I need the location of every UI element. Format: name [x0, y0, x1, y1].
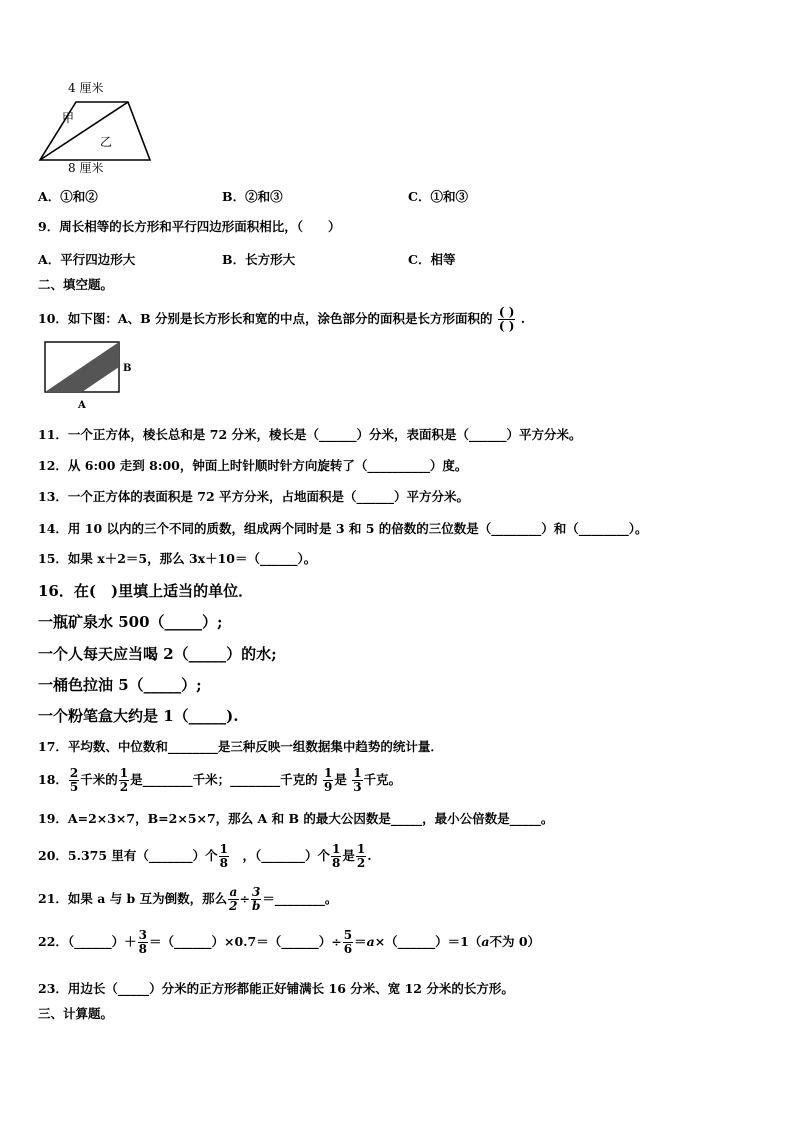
q18-f4-denominator: 3 — [353, 780, 362, 794]
q20-text-3: 是 — [342, 848, 355, 863]
q18-f3-denominator: 9 — [324, 780, 333, 794]
q21-fraction-2 — [251, 886, 261, 913]
q9-option-c[interactable]: C．相等 — [408, 252, 456, 267]
q22-text-3: ＝ — [354, 934, 367, 949]
q21-f2-numerator: 3 — [252, 885, 261, 899]
q14-text: 14．用 10 以内的三个不同的质数，组成两个同时是 3 和 5 的倍数的三位数是（________）和（________）。 — [38, 521, 648, 536]
q22-f1-numerator: 3 — [138, 928, 148, 942]
q22-variable-a-2: a — [481, 934, 490, 949]
q18-number: 18． — [38, 772, 68, 787]
q18-text-3: 是 — [334, 772, 347, 787]
q9-option-a[interactable]: A．平行四边形大 — [38, 252, 136, 267]
q18-f1-denominator: 5 — [69, 780, 79, 794]
q8-option-b[interactable]: B．②和③ — [222, 189, 283, 204]
q15-text: 15．如果 x＋2＝5，那么 3x＋10＝（______）。 — [38, 551, 317, 566]
q20-text-4: . — [367, 848, 372, 863]
q8-option-c[interactable]: C．①和③ — [408, 189, 468, 204]
q10-text — [38, 306, 525, 333]
q21-f1-denominator: 2 — [229, 899, 238, 913]
q22-variable-a: a — [366, 934, 375, 949]
q18-text-1: 千米的 — [80, 772, 118, 787]
q10-fraction-numerator[interactable]: ( ) — [498, 305, 515, 319]
q18-f1-numerator: 2 — [69, 766, 79, 780]
trapezoid-shape — [40, 102, 150, 160]
q18-f2-numerator: 1 — [119, 766, 129, 780]
q21-operator: ÷ — [239, 891, 250, 906]
q21-f1-numerator: a — [229, 885, 238, 899]
top-length-label: 4 厘米 — [68, 81, 104, 95]
region-yi-label: 乙 — [100, 135, 113, 149]
q18-text — [38, 767, 401, 794]
q22-text-1[interactable]: 22．（______）＋ — [38, 934, 137, 949]
q22-fraction-1 — [138, 929, 148, 956]
rectangle-figure — [40, 338, 140, 414]
q9-text: 9．周长相等的长方形和平行四边形面积相比，（ ） — [38, 219, 341, 234]
q18-fraction-1 — [69, 767, 79, 794]
section-2-heading: 二、填空题。 — [38, 277, 114, 292]
trapezoid-diagonal — [40, 102, 128, 160]
q22-f2-denominator: 6 — [343, 942, 353, 956]
q22-text-2[interactable]: ＝（______）×0.7＝（______）÷ — [149, 934, 342, 949]
bottom-length-label: 8 厘米 — [68, 161, 104, 175]
q21-text — [38, 886, 337, 913]
q20-fraction-1 — [219, 843, 229, 870]
q8-option-a[interactable]: A．①和② — [38, 189, 98, 204]
q18-text-4: 千克。 — [363, 772, 402, 787]
q21-text-2[interactable]: ＝________。 — [262, 891, 338, 906]
q11-text: 11．一个正方体，棱长总和是 72 分米，棱长是（______）分米，表面积是（______）平方分米。 — [38, 427, 582, 442]
q20-text-2[interactable]: ，（_______）个 — [242, 848, 331, 863]
q21-text-1: 21．如果 a 与 b 互为倒数，那么 — [38, 891, 228, 906]
region-jia-label: 甲 — [62, 111, 75, 125]
q10-end: . — [520, 311, 526, 326]
q22-fraction-2 — [343, 929, 353, 956]
q16-line-4: 一个粉笔盒大约是 1（_____). — [38, 707, 239, 725]
point-b-label: B — [123, 363, 132, 374]
q20-fraction-2 — [331, 843, 341, 870]
q20-text-1[interactable]: 20．5.375 里有（_______）个 — [38, 848, 218, 863]
q10-answer-fraction[interactable] — [498, 306, 516, 333]
q16-line-1: 一瓶矿泉水 500（_____）; — [38, 613, 223, 631]
q18-fraction-4 — [352, 767, 362, 794]
q23-text: 23．用边长（_____）分米的正方形都能正好铺满长 16 分米、宽 12 分米的长方形。 — [38, 981, 514, 996]
q18-f4-numerator: 1 — [353, 766, 362, 780]
q22-text-5: 不为 0） — [489, 934, 541, 949]
q16-line-2: 一个人每天应当喝 2（_____）的水; — [38, 645, 277, 663]
q20-f2-denominator: 8 — [332, 856, 341, 870]
q16-title: 16．在( )里填上适当的单位． — [38, 582, 254, 600]
q9-option-b[interactable]: B．长方形大 — [222, 252, 296, 267]
section-3-heading: 三、计算题。 — [38, 1006, 114, 1021]
q18-fraction-3 — [323, 767, 333, 794]
q20-f3-denominator: 2 — [356, 856, 366, 870]
q20-text — [38, 843, 372, 870]
q21-fraction-1 — [228, 886, 238, 913]
q18-text-2[interactable]: 是________千米；________千克的 — [130, 772, 318, 787]
q12-text: 12．从 6:00 走到 8:00，钟面上时针顺时针方向旋转了（__________）度。 — [38, 458, 468, 473]
trapezoid-figure — [34, 78, 164, 178]
q16-line-3: 一桶色拉油 5（_____）; — [38, 676, 202, 694]
q22-f1-denominator: 8 — [138, 942, 148, 956]
q18-f2-denominator: 2 — [119, 780, 129, 794]
q22-text-4[interactable]: ×（______）＝1（ — [374, 934, 482, 949]
q20-f3-numerator: 1 — [356, 842, 366, 856]
q20-f1-numerator: 1 — [219, 842, 228, 856]
q22-f2-numerator: 5 — [343, 928, 353, 942]
q20-fraction-3 — [356, 843, 366, 870]
q10-question: 10．如下图：A、B 分别是长方形长和宽的中点，涂色部分的面积是长方形面积的 — [38, 311, 493, 326]
q10-fraction-denominator[interactable]: ( ) — [498, 319, 515, 333]
point-a-label: A — [78, 400, 86, 411]
shaded-region — [45, 342, 119, 392]
q17-text: 17．平均数、中位数和________是三种反映一组数据集中趋势的统计量． — [38, 739, 443, 754]
q18-f3-numerator: 1 — [324, 766, 333, 780]
q22-text — [38, 929, 540, 956]
q21-f2-denominator: b — [252, 899, 261, 913]
q20-f1-denominator: 8 — [219, 856, 228, 870]
q20-f2-numerator: 1 — [332, 842, 341, 856]
q19-text: 19．A=2×3×7，B=2×5×7，那么 A 和 B 的最大公因数是_____，最小公倍数是_____。 — [38, 811, 554, 826]
q18-fraction-2 — [119, 767, 129, 794]
q13-text: 13．一个正方体的表面积是 72 平方分米，占地面积是（______）平方分米。 — [38, 489, 469, 504]
